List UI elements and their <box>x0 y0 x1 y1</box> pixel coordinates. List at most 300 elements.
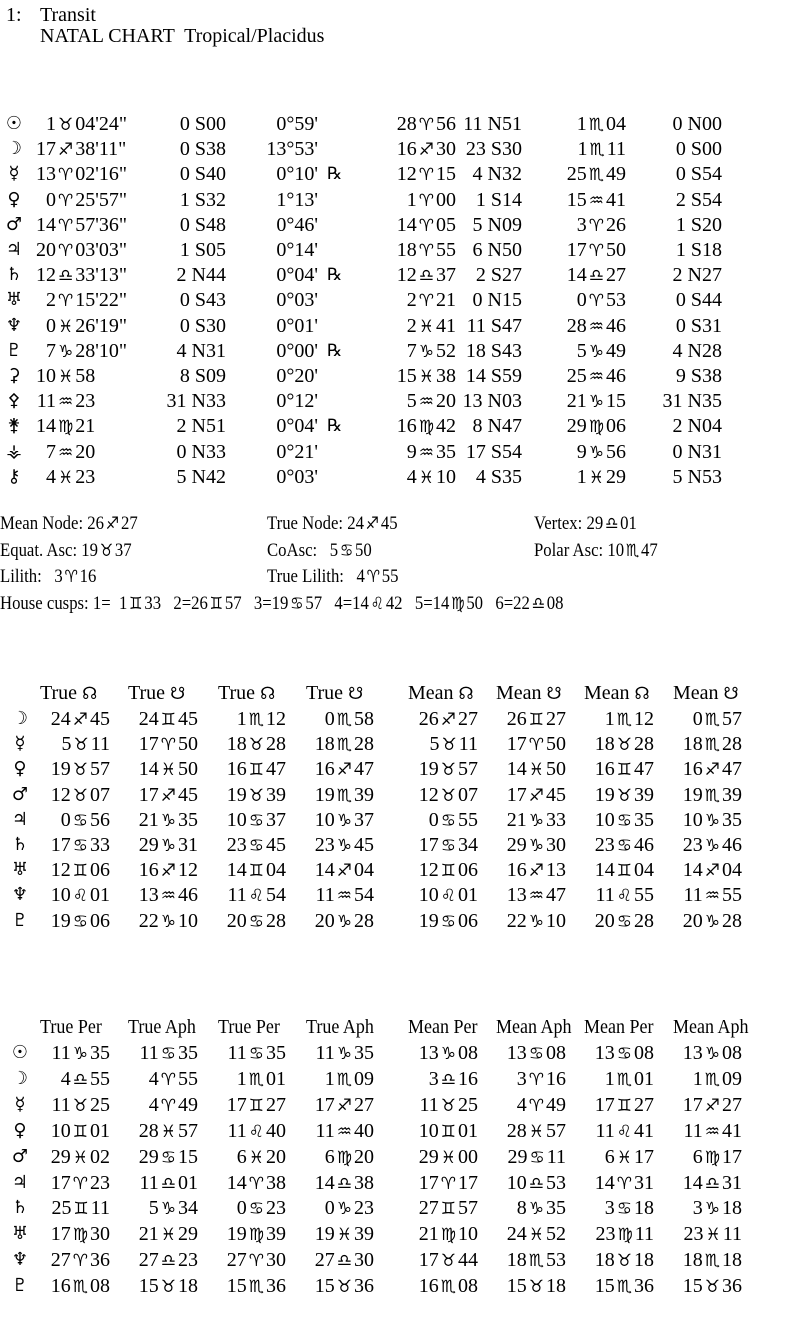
cell-value: 4 ♈ 55 <box>148 1067 198 1090</box>
zodiac-sign-icon: ♋ <box>248 911 264 932</box>
helio-longitude-value: 29 ♍ 06 <box>566 415 626 438</box>
longitude-value: 1 ♉ 04'24" <box>46 113 128 135</box>
zodiac-sign-icon: ♓ <box>336 1225 352 1246</box>
speed-value: 0°01' <box>276 314 318 337</box>
column-header: True Aph <box>128 1016 196 1038</box>
cell-value: 12 ♊ 06 <box>50 859 110 882</box>
cell-value: 17 ♈ 17 <box>418 1171 478 1194</box>
zodiac-sign-icon: ♉ <box>616 1251 632 1272</box>
house-cusp: 6=22 ♎08 <box>495 592 564 614</box>
zodiac-sign-icon: ♐ <box>704 760 720 781</box>
zodiac-sign-icon: ♋ <box>248 1199 264 1220</box>
cell-value: 11 ♑ 35 <box>315 1042 374 1064</box>
equat-asc-point: Equat. Asc: 19 ♉37 <box>0 539 132 561</box>
cell-value: 29 ♑ 30 <box>506 834 566 856</box>
zodiac-sign-icon: ♍ <box>58 417 74 438</box>
cell-value: 23 ♍ 11 <box>595 1223 654 1246</box>
longitude-value: 11 ♒ 23 <box>36 390 96 413</box>
cell-value: 27 ♈ 36 <box>50 1249 110 1272</box>
zodiac-sign-icon: ♑ <box>160 1199 176 1220</box>
zodiac-sign-icon: ♒ <box>418 392 434 413</box>
zodiac-sign-icon: ♈ <box>58 241 74 261</box>
helio-longitude-value: 14 ♎ 27 <box>566 264 626 287</box>
zodiac-sign-icon: ♈ <box>160 1095 176 1116</box>
zodiac-sign-icon: ♏ <box>704 785 720 806</box>
zodiac-sign-icon: ♋ <box>160 1147 176 1168</box>
zodiac-sign-icon: ♏ <box>528 1251 544 1272</box>
sun-icon: ☉ <box>11 1042 29 1063</box>
zodiac-sign-icon: ♈ <box>440 1173 456 1194</box>
cell-value: 22 ♑ 10 <box>138 909 198 932</box>
helio-latitude-value: 9 S38 <box>675 365 722 387</box>
zodiac-sign-icon: ♑ <box>160 836 176 856</box>
helio-longitude-value: 9 ♑ 56 <box>576 440 626 463</box>
cell-value: 21 ♑ 35 <box>138 808 198 831</box>
zodiac-sign-icon: ♎ <box>418 266 434 287</box>
zodiac-sign-icon: ♉ <box>704 1277 720 1298</box>
cell-value: 13 ♑ 08 <box>682 1042 742 1064</box>
right-ascension-value: 28 ♈ 56 <box>396 113 456 135</box>
true-lilith-point: True Lilith: 4 ♈55 <box>267 566 399 587</box>
speed-value: 0°46' <box>276 213 318 236</box>
cell-value: 11 ♌ 55 <box>595 884 654 907</box>
zodiac-sign-icon: ♐ <box>160 785 176 806</box>
zodiac-sign-icon: ♉ <box>72 1095 88 1116</box>
zodiac-sign-icon: ♏ <box>625 540 640 561</box>
cell-value: 0 ♋ 56 <box>60 808 110 831</box>
declination-value: 11 S47 <box>466 314 522 337</box>
zodiac-sign-icon: ♋ <box>72 911 88 932</box>
zodiac-sign-icon: ♍ <box>248 1225 264 1246</box>
cell-value: 26 ♊ 27 <box>506 708 566 730</box>
zodiac-sign-icon: ♒ <box>418 442 434 463</box>
zodiac-sign-icon: ♏ <box>248 1277 264 1298</box>
cell-value: 11 ♉ 25 <box>51 1093 110 1116</box>
zodiac-sign-icon: ♋ <box>440 836 456 856</box>
zodiac-sign-icon: ♈ <box>366 567 381 587</box>
helio-longitude-value: 15 ♒ 41 <box>566 188 626 211</box>
zodiac-sign-icon: ♍ <box>617 1225 633 1246</box>
venus-icon: ♀ <box>13 758 27 780</box>
north-node-icon: ☊ <box>458 684 474 704</box>
cell-value: 21 ♍ 10 <box>418 1223 478 1246</box>
cell-value: 10 ♎ 53 <box>506 1171 566 1194</box>
zodiac-sign-icon: ♏ <box>704 1069 720 1090</box>
zodiac-sign-icon: ♑ <box>528 911 544 932</box>
longitude-value: 20 ♈ 03'03" <box>36 239 128 261</box>
zodiac-sign-icon: ♑ <box>336 1199 352 1220</box>
jupiter-icon: ♃ <box>11 1171 29 1193</box>
zodiac-sign-icon: ♊ <box>440 861 456 882</box>
zodiac-sign-icon: ♊ <box>616 861 632 882</box>
cell-value: 11 ♌ 40 <box>227 1119 286 1142</box>
cell-value: 15 ♉ 18 <box>506 1275 566 1298</box>
north-node-icon: ☊ <box>82 684 98 704</box>
zodiac-sign-icon: ♍ <box>588 417 604 438</box>
right-ascension-value: 12 ♈ 15 <box>396 163 456 186</box>
speed-value: 0°04' <box>276 264 318 287</box>
chiron-icon: ⚷ <box>7 465 21 487</box>
zodiac-sign-icon: ♏ <box>72 1277 88 1298</box>
retrograde-icon: ℞ <box>327 265 343 286</box>
zodiac-sign-icon: ♑ <box>160 810 176 831</box>
declination-value: 13 N03 <box>462 390 522 413</box>
zodiac-sign-icon: ♏ <box>336 785 352 806</box>
zodiac-sign-icon: ♒ <box>336 886 352 907</box>
zodiac-sign-icon: ♎ <box>588 266 604 287</box>
declination-value: 2 S27 <box>475 264 522 287</box>
cell-value: 16 ♐ 47 <box>682 758 742 781</box>
house-cusp: 1= 1 ♊33 <box>92 592 162 614</box>
cell-value: 0 ♏ 57 <box>692 708 742 730</box>
cell-value: 14 ♈ 31 <box>594 1171 654 1194</box>
zodiac-sign-icon: ♊ <box>248 760 264 781</box>
cell-value: 24 ♐ 45 <box>50 708 110 730</box>
cell-value: 27 ♎ 23 <box>138 1249 198 1272</box>
zodiac-sign-icon: ♊ <box>72 1121 88 1142</box>
cell-value: 14 ♈ 38 <box>226 1171 286 1194</box>
sun-icon: ☉ <box>5 113 23 134</box>
cell-value: 10 ♌ 01 <box>50 884 110 907</box>
zodiac-sign-icon: ♌ <box>440 886 456 907</box>
helio-longitude-value: 28 ♒ 46 <box>566 314 626 337</box>
right-ascension-value: 15 ♓ 38 <box>396 365 456 387</box>
helio-latitude-value: 31 N35 <box>662 390 722 413</box>
right-ascension-value: 2 ♓ 41 <box>406 314 456 337</box>
right-ascension-value: 9 ♒ 35 <box>406 440 456 463</box>
cell-value: 24 ♓ 52 <box>506 1223 566 1246</box>
zodiac-sign-icon: ♉ <box>72 785 88 806</box>
cell-value: 3 ♈ 16 <box>516 1067 566 1090</box>
zodiac-sign-icon: ♒ <box>588 190 604 211</box>
cell-value: 5 ♉ 11 <box>429 733 478 756</box>
cell-value: 0 ♑ 23 <box>324 1197 374 1220</box>
longitude-value: 14 ♈ 57'36" <box>36 213 128 236</box>
mars-icon: ♂ <box>11 783 29 805</box>
right-ascension-value: 7 ♑ 52 <box>406 339 456 362</box>
cell-value: 10 ♊ 01 <box>418 1119 478 1142</box>
cell-value: 19 ♏ 39 <box>314 783 374 806</box>
helio-latitude-value: 0 S00 <box>675 138 722 161</box>
cell-value: 10 ♊ 01 <box>50 1119 110 1142</box>
zodiac-sign-icon: ♐ <box>160 861 176 882</box>
cell-value: 17 ♊ 27 <box>594 1093 654 1116</box>
zodiac-sign-icon: ♑ <box>160 911 176 932</box>
zodiac-sign-icon: ♍ <box>336 1147 352 1168</box>
zodiac-sign-icon: ♈ <box>588 291 604 312</box>
zodiac-sign-icon: ♍ <box>72 1225 88 1246</box>
zodiac-sign-icon: ♐ <box>704 861 720 882</box>
polar-asc-point: Polar Asc: 10 ♏47 <box>534 539 658 561</box>
zodiac-sign-icon: ♌ <box>248 886 264 907</box>
zodiac-sign-icon: ♋ <box>528 1044 544 1064</box>
cell-value: 17 ♉ 44 <box>418 1249 478 1272</box>
zodiac-sign-icon: ♌ <box>616 1121 632 1142</box>
chart-subtitle: NATAL CHART Tropical/Placidus <box>40 25 325 47</box>
zodiac-sign-icon: ♉ <box>72 760 88 781</box>
cell-value: 21 ♓ 29 <box>138 1223 198 1246</box>
zodiac-sign-icon: ♓ <box>58 467 74 488</box>
column-header: True Per <box>218 1016 280 1038</box>
pluto-icon: ♇ <box>11 909 29 931</box>
zodiac-sign-icon: ♑ <box>418 341 434 362</box>
latitude-value: 0 S38 <box>179 138 226 161</box>
cell-value: 10 ♑ 37 <box>314 808 374 831</box>
speed-value: 0°20' <box>276 365 318 387</box>
cell-value: 3 ♑ 18 <box>692 1197 742 1220</box>
zodiac-sign-icon: ♏ <box>704 735 720 756</box>
cell-value: 14 ♓ 50 <box>506 758 566 781</box>
true-node-point: True Node: 24 ♐45 <box>267 513 398 534</box>
zodiac-sign-icon: ♈ <box>528 1069 544 1090</box>
zodiac-sign-icon: ♋ <box>616 836 632 856</box>
pluto-icon: ♇ <box>5 339 23 361</box>
latitude-value: 31 N33 <box>166 390 226 413</box>
cell-value: 17 ♐ 45 <box>138 783 198 806</box>
zodiac-sign-icon: ♓ <box>418 316 434 337</box>
column-header: True Aph <box>306 1016 374 1038</box>
zodiac-sign-icon: ♑ <box>704 810 720 831</box>
jupiter-icon: ♃ <box>5 239 23 260</box>
zodiac-sign-icon: ♒ <box>704 1121 720 1142</box>
declination-value: 5 N09 <box>472 213 522 236</box>
cell-value: 29 ♑ 31 <box>138 834 198 856</box>
speed-value: 0°00' <box>276 339 318 362</box>
cell-value: 19 ♉ 57 <box>418 758 478 781</box>
cell-value: 13 ♒ 47 <box>506 884 566 907</box>
speed-value: 0°03' <box>276 465 318 488</box>
cell-value: 14 ♊ 04 <box>594 859 654 882</box>
zodiac-sign-icon: ♈ <box>418 115 434 135</box>
cell-value: 10 ♑ 35 <box>682 808 742 831</box>
longitude-value: 7 ♒ 20 <box>46 440 96 463</box>
cell-value: 23 ♓ 11 <box>683 1223 742 1246</box>
zodiac-sign-icon: ♏ <box>616 1277 632 1298</box>
zodiac-sign-icon: ♒ <box>160 886 176 907</box>
declination-value: 6 N50 <box>472 239 522 261</box>
latitude-value: 0 S40 <box>179 163 226 186</box>
cell-value: 4 ♈ 49 <box>516 1093 566 1116</box>
cell-value: 13 ♑ 08 <box>418 1042 478 1064</box>
zodiac-sign-icon: ♐ <box>418 140 434 161</box>
speed-value: 0°03' <box>276 289 318 312</box>
zodiac-sign-icon: ♉ <box>99 540 114 561</box>
cell-value: 14 ♊ 04 <box>226 859 286 882</box>
cell-value: 15 ♉ 36 <box>314 1275 374 1298</box>
zodiac-sign-icon: ♉ <box>160 1277 176 1298</box>
cell-value: 16 ♊ 47 <box>594 758 654 781</box>
cell-value: 11 ♒ 41 <box>683 1119 742 1142</box>
cell-value: 13 ♒ 46 <box>138 884 198 907</box>
helio-longitude-value: 25 ♒ 46 <box>566 365 626 387</box>
pluto-icon: ♇ <box>11 1275 29 1297</box>
helio-longitude-value: 25 ♏ 49 <box>566 163 626 186</box>
cell-value: 23 ♑ 46 <box>682 834 742 856</box>
zodiac-sign-icon: ♑ <box>528 810 544 831</box>
column-header: True ☋ <box>128 682 186 704</box>
cell-value: 11 ♒ 40 <box>315 1119 374 1142</box>
zodiac-sign-icon: ♓ <box>528 760 544 781</box>
zodiac-sign-icon: ♍ <box>451 593 465 614</box>
cell-value: 3 ♋ 18 <box>604 1197 654 1220</box>
zodiac-sign-icon: ♍ <box>440 1225 456 1246</box>
zodiac-sign-icon: ♑ <box>704 911 720 932</box>
zodiac-sign-icon: ♊ <box>440 1199 456 1220</box>
column-header: True ☊ <box>218 682 276 704</box>
moon-icon: ☽ <box>11 1067 29 1089</box>
cell-value: 15 ♏ 36 <box>594 1275 654 1298</box>
helio-longitude-value: 1 ♏ 04 <box>576 113 626 135</box>
cell-value: 4 ♈ 49 <box>148 1093 198 1116</box>
helio-latitude-value: 0 N31 <box>672 440 722 463</box>
zodiac-sign-icon: ♑ <box>440 1044 456 1064</box>
zodiac-sign-icon: ♌ <box>370 593 385 614</box>
neptune-icon: ♆ <box>11 1249 29 1271</box>
helio-longitude-value: 17 ♈ 50 <box>566 239 626 261</box>
zodiac-sign-icon: ♉ <box>248 735 264 756</box>
zodiac-sign-icon: ♌ <box>72 886 88 907</box>
cell-value: 19 ♓ 39 <box>314 1223 374 1246</box>
cell-value: 29 ♓ 00 <box>418 1145 478 1168</box>
cell-value: 20 ♋ 28 <box>226 909 286 932</box>
cell-value: 19 ♉ 39 <box>226 783 286 806</box>
zodiac-sign-icon: ♓ <box>528 1121 544 1142</box>
cell-value: 18 ♉ 28 <box>594 733 654 756</box>
zodiac-sign-icon: ♑ <box>336 1044 352 1064</box>
zodiac-sign-icon: ♎ <box>704 1173 720 1194</box>
longitude-value: 10 ♓ 58 <box>36 365 96 387</box>
declination-value: 17 S54 <box>465 440 522 463</box>
uranus-icon: ♅ <box>11 1223 29 1245</box>
cell-value: 23 ♑ 45 <box>314 834 374 856</box>
cell-value: 14 ♎ 31 <box>682 1171 742 1194</box>
cell-value: 6 ♍ 17 <box>692 1145 742 1168</box>
mars-icon: ♂ <box>11 1145 29 1167</box>
zodiac-sign-icon: ♎ <box>604 514 619 534</box>
helio-latitude-value: 0 S54 <box>675 163 722 186</box>
zodiac-sign-icon: ♋ <box>616 810 632 831</box>
zodiac-sign-icon: ♏ <box>248 1069 264 1090</box>
south-node-icon: ☋ <box>348 684 364 704</box>
cell-value: 29 ♋ 11 <box>507 1145 566 1168</box>
cell-value: 22 ♑ 10 <box>506 909 566 932</box>
coasc-point: CoAsc: 5 ♋50 <box>267 539 372 561</box>
zodiac-sign-icon: ♉ <box>248 785 264 806</box>
cell-value: 18 ♉ 18 <box>594 1249 654 1272</box>
zodiac-sign-icon: ♏ <box>248 710 264 730</box>
latitude-value: 1 S32 <box>179 188 226 211</box>
zodiac-sign-icon: ♓ <box>72 1147 88 1168</box>
cell-value: 20 ♋ 28 <box>594 909 654 932</box>
lilith-point: Lilith: 3 ♈16 <box>0 566 97 587</box>
right-ascension-value: 16 ♐ 30 <box>396 138 456 161</box>
helio-longitude-value: 21 ♑ 15 <box>566 390 626 413</box>
speed-value: 0°14' <box>276 239 318 261</box>
cell-value: 19 ♍ 39 <box>226 1223 286 1246</box>
zodiac-sign-icon: ♏ <box>616 710 632 730</box>
zodiac-sign-icon: ♐ <box>58 140 74 161</box>
zodiac-sign-icon: ♈ <box>64 567 78 587</box>
right-ascension-value: 14 ♈ 05 <box>396 213 456 236</box>
zodiac-sign-icon: ♉ <box>440 785 456 806</box>
cell-value: 17 ♈ 23 <box>50 1171 110 1194</box>
zodiac-sign-icon: ♒ <box>588 367 604 387</box>
longitude-value: 14 ♍ 21 <box>36 415 96 438</box>
zodiac-sign-icon: ♏ <box>336 1069 352 1090</box>
declination-value: 4 N32 <box>472 163 522 186</box>
zodiac-sign-icon: ♊ <box>248 861 264 882</box>
zodiac-sign-icon: ♓ <box>616 1147 632 1168</box>
zodiac-sign-icon: ♏ <box>588 165 604 186</box>
cell-value: 10 ♋ 37 <box>226 808 286 831</box>
vertex-point: Vertex: 29 ♎01 <box>534 513 637 534</box>
chart-index: 1: <box>6 4 22 26</box>
zodiac-sign-icon: ♉ <box>440 1251 456 1272</box>
zodiac-sign-icon: ♐ <box>336 861 352 882</box>
retrograde-icon: ℞ <box>327 416 343 437</box>
helio-longitude-value: 3 ♈ 26 <box>576 213 626 236</box>
zodiac-sign-icon: ♏ <box>336 735 352 756</box>
zodiac-sign-icon: ♉ <box>73 735 89 756</box>
helio-latitude-value: 4 N28 <box>672 339 722 362</box>
zodiac-sign-icon: ♉ <box>336 1277 352 1298</box>
cell-value: 28 ♓ 57 <box>506 1119 566 1142</box>
cell-value: 14 ♐ 04 <box>682 859 742 882</box>
zodiac-sign-icon: ♈ <box>72 1251 88 1272</box>
zodiac-sign-icon: ♑ <box>704 1044 720 1064</box>
right-ascension-value: 2 ♈ 21 <box>406 289 456 312</box>
column-header: Mean ☋ <box>673 682 739 704</box>
cell-value: 11 ♌ 41 <box>595 1119 654 1142</box>
zodiac-sign-icon: ♑ <box>58 341 74 362</box>
cell-value: 0 ♋ 23 <box>236 1197 286 1220</box>
right-ascension-value: 4 ♓ 10 <box>406 465 456 488</box>
zodiac-sign-icon: ♈ <box>588 215 604 236</box>
zodiac-sign-icon: ♉ <box>58 115 74 135</box>
zodiac-sign-icon: ♓ <box>160 1225 176 1246</box>
retrograde-icon: ℞ <box>327 164 343 185</box>
cell-value: 20 ♑ 28 <box>314 909 374 932</box>
helio-latitude-value: 2 N27 <box>672 264 722 287</box>
cell-value: 18 ♏ 28 <box>314 733 374 756</box>
zodiac-sign-icon: ♉ <box>440 760 456 781</box>
longitude-value: 2 ♈ 15'22" <box>46 289 128 312</box>
cell-value: 26 ♐ 27 <box>418 708 478 730</box>
zodiac-sign-icon: ♈ <box>528 1095 544 1116</box>
latitude-value: 5 N42 <box>176 465 226 488</box>
zodiac-sign-icon: ♒ <box>58 392 74 413</box>
helio-longitude-value: 1 ♓ 29 <box>576 465 626 488</box>
zodiac-sign-icon: ♊ <box>73 1199 89 1220</box>
right-ascension-value: 16 ♍ 42 <box>396 415 456 438</box>
zodiac-sign-icon: ♐ <box>528 785 544 806</box>
cell-value: 14 ♓ 50 <box>138 758 198 781</box>
jupiter-icon: ♃ <box>11 808 29 830</box>
column-header: Mean Aph <box>673 1016 749 1038</box>
zodiac-sign-icon: ♈ <box>418 241 434 261</box>
zodiac-sign-icon: ♑ <box>704 1199 720 1220</box>
helio-longitude-value: 5 ♑ 49 <box>576 339 626 362</box>
zodiac-sign-icon: ♊ <box>528 710 544 730</box>
zodiac-sign-icon: ♈ <box>418 215 434 236</box>
cell-value: 10 ♋ 35 <box>594 808 654 831</box>
column-header: True ☊ <box>40 682 98 704</box>
cell-value: 1 ♏ 09 <box>692 1067 742 1090</box>
longitude-value: 17 ♐ 38'11" <box>36 138 127 161</box>
house-cusps: House cusps: 1= 1 ♊33 2=26 ♊57 3=19 ♋57 4=14 ♌42 5=14 ♍50 6=22 ♎08 <box>0 592 564 614</box>
zodiac-sign-icon: ♈ <box>58 291 74 312</box>
cell-value: 11 ♉ 25 <box>419 1093 478 1116</box>
